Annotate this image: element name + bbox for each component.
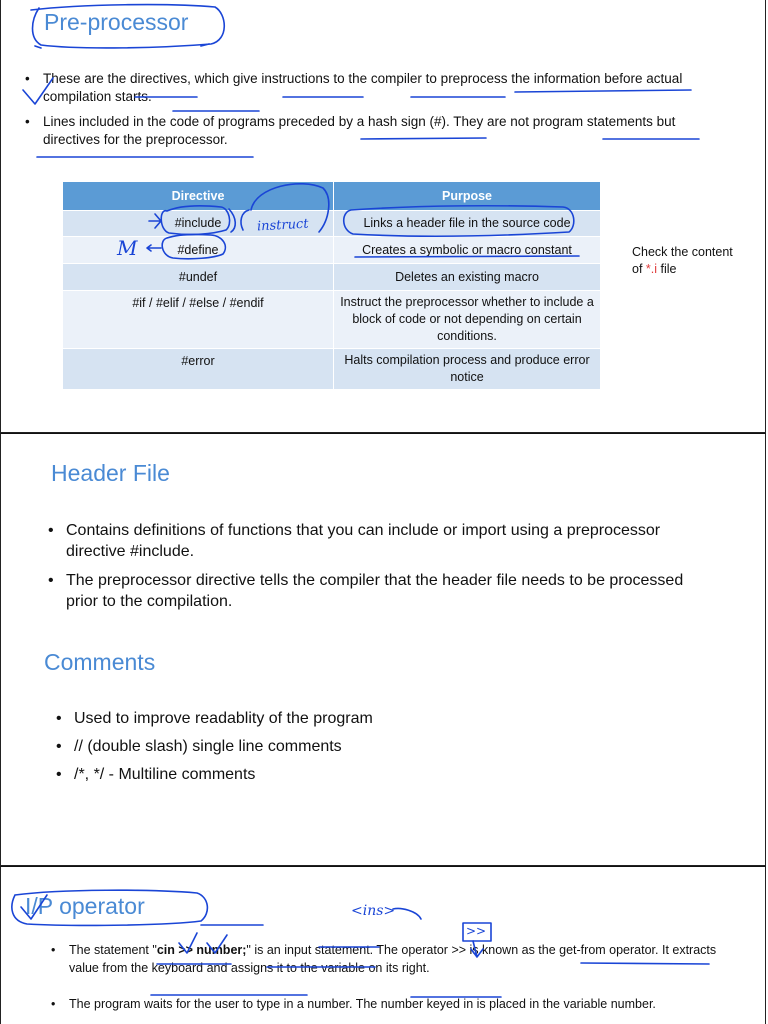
table-header-row bbox=[63, 182, 601, 211]
table-row bbox=[63, 211, 601, 237]
table-cell: Deletes an existing macro bbox=[334, 264, 601, 291]
side-note-line: Check the content bbox=[632, 245, 733, 259]
statement-text: " is an input statement. The operator >> is known as the get-from operator. It extracts value from the keyboard and assigns it to the variable on its right. bbox=[69, 943, 717, 975]
list-item bbox=[49, 941, 729, 977]
code-snippet: cin >> number; bbox=[156, 943, 247, 957]
column-header: Purpose bbox=[334, 182, 601, 211]
table-cell: Halts compilation process and produce error notice bbox=[334, 349, 601, 390]
table-row bbox=[63, 237, 601, 264]
bullet-list bbox=[49, 941, 729, 1013]
bullet-list bbox=[54, 708, 654, 785]
handwritten-note: M bbox=[117, 236, 138, 260]
side-note-prefix: of bbox=[632, 262, 646, 276]
page-title: I/P operator bbox=[25, 893, 145, 919]
bullet-list bbox=[23, 70, 723, 149]
list-item: • Contains definitions of functions that you can include or import using a preprocessor directive #include. bbox=[46, 520, 696, 562]
table-cell: #error bbox=[63, 349, 334, 390]
table-cell: #if / #elif / #else / #endif bbox=[63, 291, 334, 349]
list-item: • Lines included in the code of programs preceded by a hash sign (#). They are not program statements but directives for the preprocessor. bbox=[23, 113, 723, 149]
table-cell: #undef bbox=[63, 264, 334, 291]
section-title: Comments bbox=[44, 649, 156, 675]
handwritten-note: >> bbox=[466, 924, 487, 938]
side-note bbox=[632, 244, 752, 278]
table-cell: #include bbox=[63, 211, 334, 237]
list-item: • The preprocessor directive tells the compiler that the header file needs to be processed prior to the compilation. bbox=[46, 570, 696, 612]
column-header: Directive bbox=[63, 182, 334, 211]
list-item: • These are the directives, which give instructions to the compiler to preprocess the information before actual compilation starts. bbox=[23, 70, 723, 106]
table-row bbox=[63, 291, 601, 349]
slide-header-file bbox=[0, 433, 766, 866]
list-item: • /*, */ - Multiline comments bbox=[54, 764, 654, 785]
page-title: Header File bbox=[51, 460, 170, 486]
table-row bbox=[63, 349, 601, 390]
table-cell: Creates a symbolic or macro constant bbox=[334, 237, 601, 264]
handwritten-note: instruct bbox=[256, 216, 309, 235]
page-title: Pre-processor bbox=[44, 9, 189, 35]
slide-preprocessor bbox=[0, 0, 766, 433]
cin-loop bbox=[393, 908, 421, 919]
directive-table bbox=[63, 182, 601, 389]
side-note-suffix: file bbox=[657, 262, 677, 276]
table-cell: Links a header file in the source code bbox=[334, 211, 601, 237]
slide-input-operator bbox=[0, 866, 766, 1024]
file-extension: *.i bbox=[645, 262, 658, 276]
bullet-list bbox=[46, 520, 696, 612]
table-row bbox=[63, 264, 601, 291]
title-circle-tail bbox=[35, 44, 209, 48]
list-item: • // (double slash) single line comments bbox=[54, 736, 654, 757]
table-cell: #define bbox=[63, 237, 334, 264]
table-cell: Instruct the preprocessor whether to include a block of code or not depending on certain conditions. bbox=[334, 291, 601, 349]
list-item: • Used to improve readablity of the program bbox=[54, 708, 654, 729]
side-note-line bbox=[632, 261, 752, 278]
list-item: • The program waits for the user to type in a number. The number keyed in is placed in the variable number. bbox=[49, 995, 729, 1013]
handwritten-note: <ins> bbox=[351, 903, 396, 919]
statement-text: The statement " bbox=[69, 943, 157, 957]
